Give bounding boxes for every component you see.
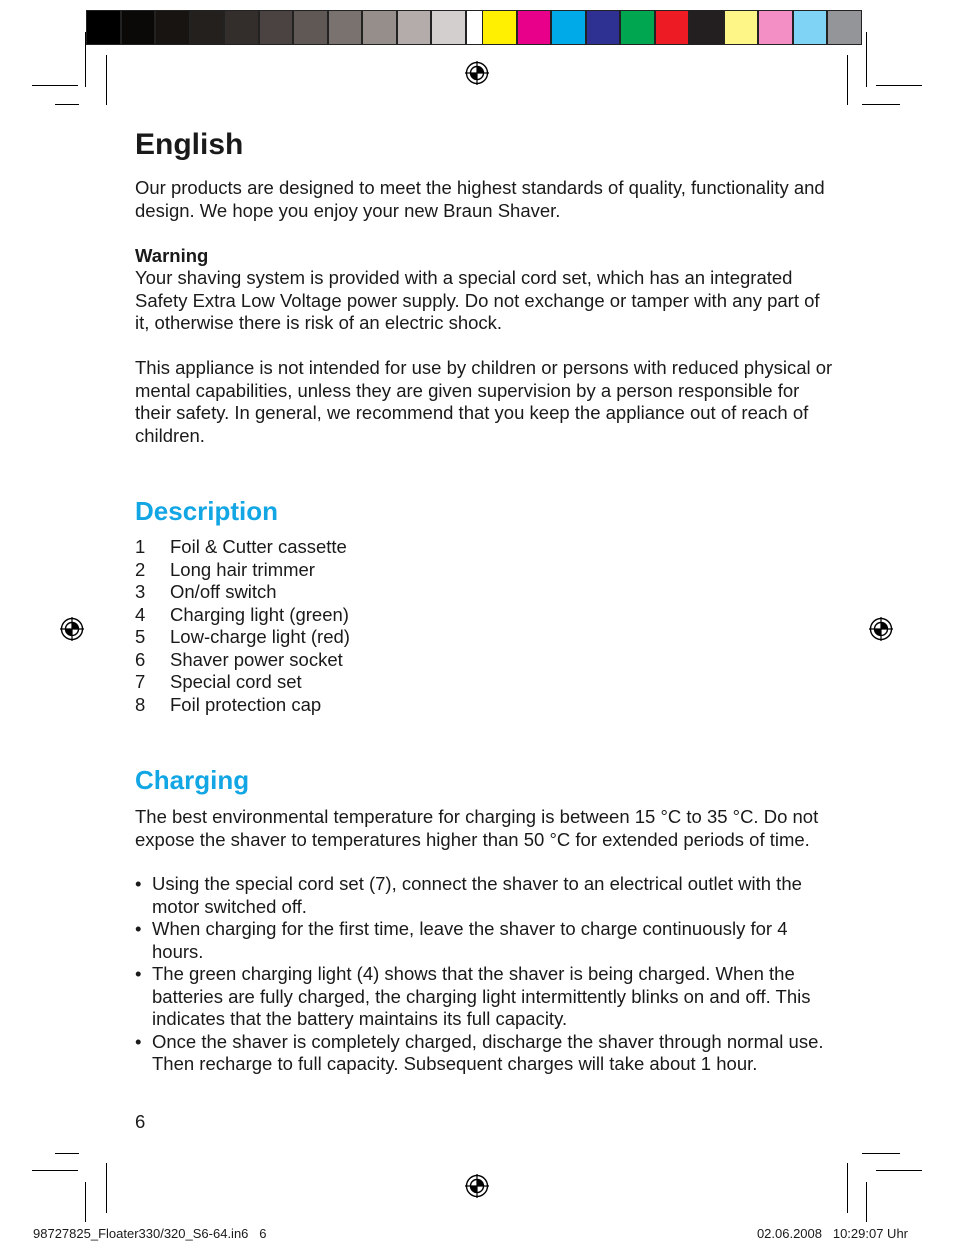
registration-mark-icon — [465, 1174, 489, 1198]
item-number: 5 — [135, 626, 146, 647]
crop-mark — [866, 1182, 867, 1222]
bullet-icon: • — [135, 873, 142, 894]
color-swatch — [431, 10, 466, 45]
item-number: 3 — [135, 581, 146, 602]
color-swatch — [689, 10, 724, 45]
item-number: 1 — [135, 536, 146, 557]
crop-mark — [32, 85, 78, 86]
bullet-icon: • — [135, 1030, 142, 1052]
color-swatch — [724, 10, 759, 45]
bullet-icon: • — [135, 918, 142, 939]
bullet-text: Using the special cord set (7), connect the shaver to an electrical outlet with the motor switched off. — [152, 873, 802, 917]
color-swatch — [328, 10, 363, 45]
item-label: Special cord set — [170, 671, 302, 692]
registration-mark-icon — [465, 61, 489, 85]
crop-mark — [85, 1182, 86, 1222]
item-number: 6 — [135, 648, 146, 670]
crop-mark — [876, 85, 922, 86]
list-item — [135, 626, 350, 649]
description-heading: Description — [135, 496, 279, 526]
color-swatch — [155, 10, 190, 45]
bullet-text: Once the shaver is completely charged, discharge the shaver through normal use. Then recharge to full capacity. Subsequent charges will take about 1 hour. — [152, 1030, 824, 1074]
bullet-item — [135, 963, 825, 1031]
color-bar — [482, 10, 862, 47]
page-number: 6 — [135, 1111, 146, 1132]
color-swatch — [86, 10, 121, 45]
charging-intro: The best environmental temperature for charging is between 15 °C to 35 °C. Do not expose the shaver to temperatures higher than 50 °C for extended periods of time. — [135, 806, 819, 850]
color-swatch — [758, 10, 793, 45]
grayscale-bar — [86, 10, 500, 47]
slug-right: 02.06.2008 10:29:07 Uhr — [756, 1226, 908, 1241]
color-swatch — [551, 10, 586, 45]
crop-mark — [847, 55, 848, 105]
charging-heading: Charging — [135, 765, 250, 795]
crop-mark — [106, 55, 107, 105]
color-swatch — [586, 10, 621, 45]
crop-mark — [55, 1153, 79, 1154]
page-title: English — [135, 128, 244, 161]
list-item — [135, 559, 350, 582]
crop-mark — [876, 1170, 922, 1171]
list-item — [135, 536, 350, 559]
list-item — [135, 604, 350, 627]
item-label: Charging light (green) — [170, 603, 349, 625]
item-number: 4 — [135, 603, 146, 625]
crop-mark — [55, 104, 79, 105]
warning-title: Warning — [135, 245, 209, 266]
crop-mark — [866, 32, 867, 87]
registration-mark-icon — [869, 617, 893, 641]
bullet-item — [135, 873, 825, 918]
item-number: 2 — [135, 558, 146, 580]
crop-mark — [862, 104, 900, 105]
item-label: Foil protection cap — [170, 693, 322, 715]
crop-mark — [862, 1153, 900, 1154]
safety-paragraph: This appliance is not intended for use by children or persons with reduced physical or mental capabilities, unless they are given supervision by a person responsible for their safety. In general, we recommend that you keep the appliance out of reach of children. — [135, 357, 833, 446]
item-label: Low-charge light (red) — [170, 626, 350, 647]
bullet-item — [135, 918, 825, 963]
crop-mark — [32, 1170, 78, 1171]
color-swatch — [362, 10, 397, 45]
description-list — [135, 536, 350, 716]
color-swatch — [517, 10, 552, 45]
color-swatch — [793, 10, 828, 45]
list-item — [135, 671, 350, 694]
item-label: Long hair trimmer — [170, 558, 315, 580]
color-swatch — [190, 10, 225, 45]
crop-mark — [106, 1163, 107, 1213]
bullet-text: The green charging light (4) shows that the shaver is being charged. When the batteries are fully charged, the charging light intermittently blinks on and off. This indicates that the battery maintains its full capacity. — [152, 963, 811, 1029]
color-swatch — [397, 10, 432, 45]
item-label: Shaver power socket — [170, 648, 343, 670]
list-item — [135, 581, 350, 604]
list-item — [135, 649, 350, 672]
bullet-icon: • — [135, 963, 142, 984]
crop-mark — [85, 32, 86, 87]
bullet-text: When charging for the first time, leave the shaver to charge continuously for 4 hours. — [152, 918, 788, 962]
slug-left: 98727825_Floater330/320_S6-64.in6 6 — [33, 1226, 267, 1241]
item-number: 7 — [135, 671, 146, 692]
item-number: 8 — [135, 693, 146, 715]
item-label: Foil & Cutter cassette — [170, 536, 347, 557]
list-item — [135, 694, 350, 717]
crop-mark — [847, 1163, 848, 1213]
item-label: On/off switch — [170, 581, 277, 602]
color-swatch — [293, 10, 328, 45]
color-swatch — [259, 10, 294, 45]
color-swatch — [620, 10, 655, 45]
intro-paragraph: Our products are designed to meet the highest standards of quality, functionality and design. We hope you enjoy your new Braun Shaver. — [135, 177, 825, 221]
color-swatch — [224, 10, 259, 45]
color-swatch — [655, 10, 690, 45]
color-swatch — [827, 10, 862, 45]
color-swatch — [482, 10, 517, 45]
bullet-item — [135, 1031, 825, 1076]
registration-mark-icon — [60, 617, 84, 641]
color-swatch — [121, 10, 156, 45]
warning-paragraph: Your shaving system is provided with a special cord set, which has an integrated Safety Extra Low Voltage power supply. Do not exchange or tamper with any part of it, otherwise there is risk of an electric shock. — [135, 267, 820, 333]
charging-bullets — [135, 873, 825, 1076]
